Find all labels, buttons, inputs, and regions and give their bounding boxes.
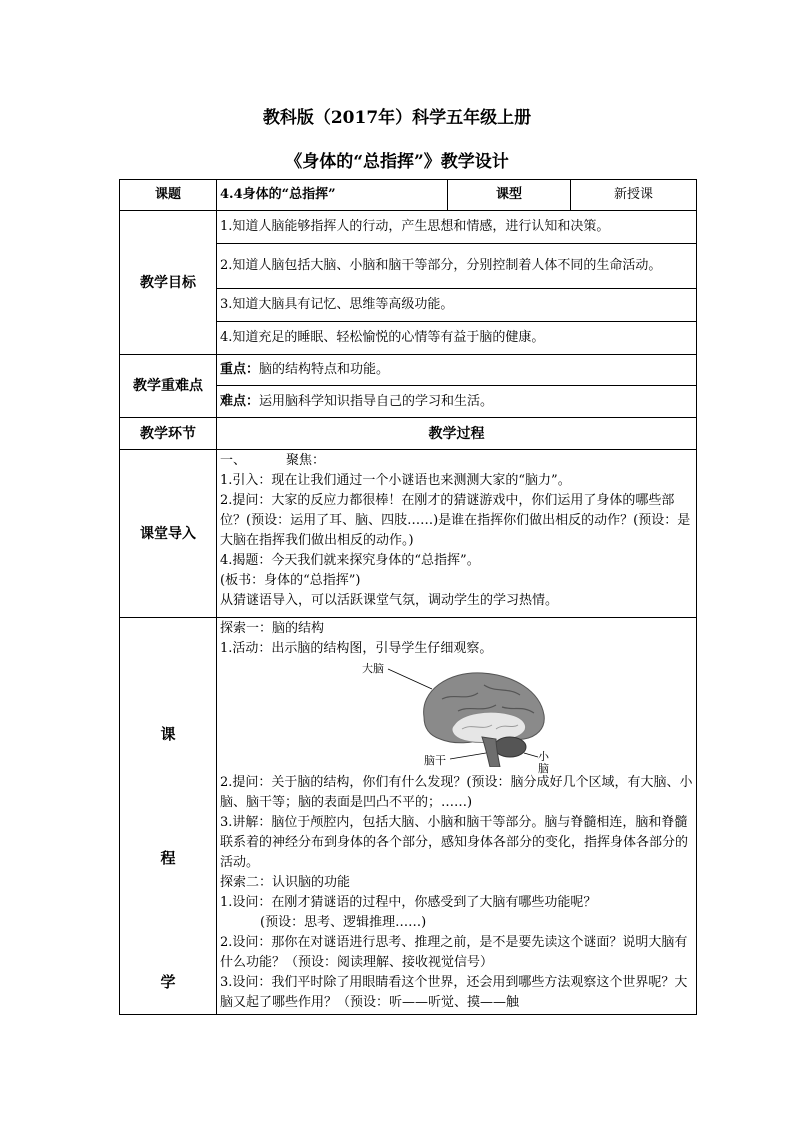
key-point <box>217 355 697 386</box>
topic-label: 课题 <box>120 180 217 211</box>
cerebellum-leader-line <box>524 753 538 757</box>
intro-content <box>217 450 697 618</box>
intro-label: 课堂导入 <box>120 450 217 618</box>
process-line: 2.设问：那你在对谜语进行思考、推理之前，是不是要先读这个谜面？说明大脑有什么功能？（预设：阅读理解、接收视觉信号） <box>220 935 688 970</box>
process-content <box>217 618 697 1015</box>
intro-line: 4.揭题：今天我们就来探究身体的“总指挥”。 <box>220 553 480 568</box>
cerebrum-leader-line <box>388 669 432 689</box>
document-title: 教科版（2017年）科学五年级上册 <box>262 108 532 128</box>
process-line: 1.活动：出示脑的结构图，引导学生仔细观察。 <box>220 641 493 656</box>
process-label-char: 程 <box>160 849 176 867</box>
brain-structure-figure <box>362 662 558 775</box>
type-value: 新授课 <box>571 180 697 211</box>
process-label-cell <box>120 618 217 1015</box>
intro-line <box>220 451 693 471</box>
difficult-point-text: 运用脑科学知识指导自己的学习和生活。 <box>259 393 494 409</box>
key-point-label: 重点： <box>220 362 260 377</box>
intro-row <box>120 450 697 618</box>
difficult-point <box>217 386 697 418</box>
section-header-right: 教学过程 <box>217 418 697 450</box>
brainstem-leader-line <box>450 753 486 759</box>
process-line: 探索一：脑的结构 <box>220 621 325 636</box>
intro-line-text: 聚焦： <box>286 453 326 468</box>
process-line: 3.设问：我们平时除了用眼睛看这个世界，还会用到哪些方法观察这个世界呢？大脑又起了哪些作用？（预设：听——听觉、摸——触 <box>220 975 688 1010</box>
brain-cerebellum-shape <box>494 737 526 757</box>
objective-item: 1.知道人脑能够指挥人的行动，产生思想和情感，进行认知和决策。 <box>217 211 697 244</box>
process-line: (预设：思考、逻辑推理……) <box>260 915 427 930</box>
key-point-text: 脑的结构特点和功能。 <box>259 362 390 377</box>
section-header-row <box>120 418 697 450</box>
process-row <box>120 618 697 1015</box>
cerebellum-label: 小脑 <box>538 750 549 775</box>
objective-row <box>120 211 697 244</box>
objective-item: 2.知道人脑包括大脑、小脑和脑干等部分，分别控制着人体不同的生命活动。 <box>217 244 697 289</box>
objective-item: 3.知道大脑具有记忆、思维等高级功能。 <box>217 289 697 322</box>
process-line: 3.讲解：脑位于颅腔内，包括大脑、小脑和脑干等部分。脑与脊髓相连，脑和脊髓联系着的神经分布到身体的各个部分，感知身体各部分的变化，指挥身体各部分的活动。 <box>220 815 689 870</box>
intro-line: 1.引入：现在让我们通过一个小谜语也来测测大家的“脑力”。 <box>220 473 571 488</box>
objectives-label: 教学目标 <box>120 211 217 355</box>
brain-illustration <box>362 663 558 767</box>
process-line: 2.提问：关于脑的结构，你们有什么发现？(预设：脑分成好几个区域，有大脑、小脑、脑干等；脑的表面是凹凸不平的；……) <box>220 775 693 810</box>
process-line: 探索二：认识脑的功能 <box>220 875 351 890</box>
difficult-point-label: 难点： <box>220 393 260 409</box>
intro-line: 2.提问：大家的反应力都很棒！在刚才的猜谜游戏中，你们运用了身体的哪些部位？(预设：运用了耳、脑、四肢……)是谁在指挥你们做出相反的动作？(预设：是大脑在指挥我们做出相反的动作。) <box>220 493 691 548</box>
objective-item: 4.知道充足的睡眠、轻松愉悦的心情等有益于脑的健康。 <box>217 322 697 355</box>
lesson-plan-table <box>119 179 697 1015</box>
process-label-char: 课 <box>160 725 176 743</box>
topic-value: 4.4身体的“总指挥” <box>217 180 448 211</box>
process-line: 1.设问：在刚才猜谜语的过程中，你感受到了大脑有哪些功能呢？ <box>220 895 597 910</box>
intro-line: (板书：身体的“总指挥”) <box>220 573 361 588</box>
intro-line-prefix: 一、 <box>220 453 247 468</box>
document-subtitle: 《身体的“总指挥”》教学设计 <box>285 152 509 172</box>
cerebrum-label: 大脑 <box>362 662 384 675</box>
type-label: 课型 <box>448 180 571 211</box>
topic-row <box>120 180 697 211</box>
keypoint-row <box>120 355 697 386</box>
section-header-left: 教学环节 <box>120 418 217 450</box>
intro-line: 从猜谜语导入，可以活跃课堂气氛，调动学生的学习热情。 <box>220 593 559 608</box>
brainstem-label: 脑干 <box>424 754 446 767</box>
process-label-char: 学 <box>160 973 176 991</box>
keypoints-label: 教学重难点 <box>120 355 217 418</box>
